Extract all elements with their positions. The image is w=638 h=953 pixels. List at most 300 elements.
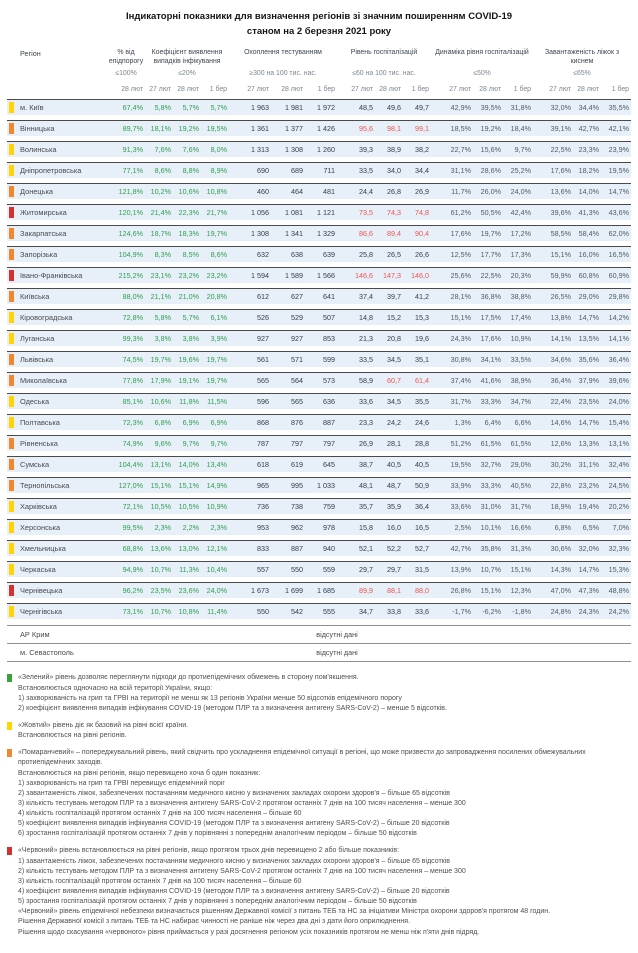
testing-coverage-value: 641 [323,292,335,302]
testing-coverage-value: 1 121 [317,208,335,218]
hospitalization-dynamics-value: 41,6% [480,376,501,386]
oxygen-beds-value: 19,5% [608,166,629,176]
oxygen-beds-value: 43,6% [608,208,629,218]
epi-threshold-value: 74,5% [122,355,143,365]
hospitalization-level-value: 99,1 [415,124,429,134]
region-name: Кіровоградська [20,313,73,323]
hospitalization-level-value: 31,5 [415,565,429,575]
oxygen-beds-value: 14,1% [550,334,571,344]
oxygen-beds-value: 30,2% [550,460,571,470]
hospitalization-level-value: 26,8 [387,187,401,197]
region-cell [7,499,107,514]
testing-coverage-value: 927 [257,334,269,344]
hospitalization-level-value: 25,8 [359,250,373,260]
hospitalization-dynamics-value: 25,6% [450,271,471,281]
hospitalization-dynamics-value: 28,6% [480,166,501,176]
hospitalization-level-value: 33,6 [359,397,373,407]
hospitalization-dynamics-value: 31,7% [450,397,471,407]
hospitalization-level-value: 33,5 [359,166,373,176]
region-cell [7,457,107,472]
hospitalization-level-value: 88,1 [387,586,401,596]
oxygen-beds-value: 14,7% [578,313,599,323]
region-row [7,477,631,493]
date-header: 1 бер [611,86,629,94]
column-group-detection-rate: Коефіцієнт виявлення випадків інфікування [151,49,223,66]
region-name: Луганська [20,334,55,344]
detection-rate-value: 19,5% [206,124,227,134]
detection-rate-value: 21,4% [150,208,171,218]
column-group-epi-threshold: % від епідпорогу [108,49,144,66]
hospitalization-dynamics-value: 19,2% [480,124,501,134]
hospitalization-dynamics-value: 38,8% [510,292,531,302]
legend-text-line: «Помаранчевий» – попереджувальний рівень, який свідчить про ускладнення епідемічної ситуації в регіоні, що може призвести до запровадження посилених обмежувальних протиепідемічних заходів. [18,749,586,767]
detection-rate-value: 20,8% [206,292,227,302]
detection-rate-value: 6,9% [182,418,199,428]
hospitalization-dynamics-value: 18,5% [450,124,471,134]
detection-rate-value: 14,9% [206,481,227,491]
hospitalization-level-value: 21,3 [359,334,373,344]
oxygen-beds-value: 14,0% [578,187,599,197]
region-name: Житомирська [20,208,67,218]
detection-rate-value: 7,6% [154,145,171,155]
yellow-level-indicator [9,312,14,323]
testing-coverage-value: 690 [257,166,269,176]
testing-coverage-value: 995 [291,481,303,491]
oxygen-beds-value: 19,4% [578,502,599,512]
epi-threshold-value: 94,9% [122,565,143,575]
testing-coverage-value: 618 [257,460,269,470]
region-name: Черкаська [20,565,56,575]
orange-level-indicator [9,438,14,449]
hospitalization-level-value: 23,3 [359,418,373,428]
hospitalization-dynamics-value: 31,1% [450,166,471,176]
date-header: 27 лют [549,86,571,94]
testing-coverage-value: 940 [323,544,335,554]
hospitalization-dynamics-value: 31,0% [480,502,501,512]
region-name: Закарпатська [20,229,67,239]
legend [7,673,631,937]
detection-rate-value: 23,6% [178,586,199,596]
testing-coverage-value: 573 [323,376,335,386]
hospitalization-dynamics-value: 17,6% [480,334,501,344]
detection-rate-value: 21,0% [178,292,199,302]
testing-coverage-value: 481 [323,187,335,197]
green-level-square-icon [7,674,12,682]
hospitalization-level-value: 35,7 [359,502,373,512]
column-group-testing-coverage: Охоплення тестуванням [244,49,322,57]
oxygen-beds-value: 24,0% [608,397,629,407]
region-row [7,603,631,619]
testing-coverage-value: 736 [257,502,269,512]
region-name: Чернігівська [20,607,63,617]
epi-threshold-value: 215,2% [118,271,143,281]
oxygen-beds-value: 60,8% [578,271,599,281]
detection-rate-value: 2,3% [210,523,227,533]
testing-coverage-value: 564 [291,376,303,386]
hospitalization-level-value: 52,2 [387,544,401,554]
hospitalization-level-value: 89,4 [387,229,401,239]
hospitalization-level-value: 38,7 [359,460,373,470]
oxygen-beds-value: 17,6% [550,166,571,176]
detection-rate-value: 3,9% [210,334,227,344]
oxygen-beds-value: 60,9% [608,271,629,281]
oxygen-beds-value: 18,2% [578,166,599,176]
hospitalization-dynamics-value: 17,6% [450,229,471,239]
hospitalization-dynamics-value: 6,4% [484,418,501,428]
region-cell [7,583,107,598]
hospitalization-level-value: 146,6 [355,271,373,281]
oxygen-beds-value: 24,3% [578,607,599,617]
legend-block-orange [7,748,631,839]
no-data-row [7,625,631,643]
hospitalization-level-value: 48,1 [359,481,373,491]
detection-rate-value: 10,4% [206,565,227,575]
detection-rate-value: 5,7% [182,103,199,113]
oxygen-beds-value: 32,3% [608,544,629,554]
legend-text-line: 4) коефіцієнт виявлення випадків інфікування COVID-19 (методом ПЛР та з визначення антигену SARS-CoV-2) – більше 20 відсотків [18,888,450,896]
region-name: Волинська [20,145,57,155]
hospitalization-level-value: 28,1 [387,439,401,449]
testing-coverage-value: 738 [291,502,303,512]
legend-text-line: «Зелений» рівень дозволяє переглянути підходи до протиепідемічних обмежень в сторону пом'якшення. [18,674,359,682]
oxygen-beds-value: 48,8% [608,586,629,596]
hospitalization-dynamics-value: 33,9% [450,481,471,491]
hospitalization-level-value: 14,8 [359,313,373,323]
hospitalization-dynamics-value: 15,1% [450,313,471,323]
testing-coverage-value: 561 [257,355,269,365]
hospitalization-dynamics-value: 33,6% [450,502,471,512]
no-data-row [7,643,631,661]
table-body [7,99,631,619]
hospitalization-level-value: 58,9 [359,376,373,386]
testing-coverage-value: 460 [257,187,269,197]
hospitalization-dynamics-value: 17,5% [480,313,501,323]
hospitalization-dynamics-value: 39,5% [480,103,501,113]
testing-coverage-value: 853 [323,334,335,344]
region-name: Вінницька [20,124,55,134]
detection-rate-value: 24,0% [206,586,227,596]
region-row [7,456,631,472]
page-title-line1: Індикаторні показники для визначення регіонів зі значним поширенням COVID-19 [125,11,513,22]
region-row [7,414,631,430]
detection-rate-value: 7,6% [182,145,199,155]
region-row [7,519,631,535]
testing-coverage-value: 962 [291,523,303,533]
date-header: 1 бер [411,86,429,94]
hospitalization-dynamics-value: 31,7% [510,502,531,512]
hospitalization-level-value: 39,3 [359,145,373,155]
epi-threshold-value: 127,0% [118,481,143,491]
hospitalization-dynamics-value: 12,5% [450,250,471,260]
testing-coverage-value: 1 313 [251,145,269,155]
testing-coverage-value: 526 [257,313,269,323]
epi-threshold-value: 99,5% [122,523,143,533]
oxygen-beds-value: 47,0% [550,586,571,596]
region-row [7,288,631,304]
hospitalization-dynamics-value: 61,2% [450,208,471,218]
hospitalization-dynamics-value: 31,8% [510,103,531,113]
page-title [7,10,631,39]
testing-coverage-value: 1 566 [317,271,335,281]
testing-coverage-value: 550 [257,607,269,617]
oxygen-beds-value: 32,0% [578,544,599,554]
hospitalization-dynamics-value: 30,8% [450,355,471,365]
hospitalization-level-value: 36,4 [415,502,429,512]
legend-text-line: Рішення Державної комісії з питань ТЕБ та НС набирає чинності не раніше ніж через два дні з дати його оприлюднення. [18,918,411,926]
detection-rate-value: 3,8% [154,334,171,344]
oxygen-beds-value: 42,7% [578,124,599,134]
hospitalization-level-value: 26,5 [387,250,401,260]
testing-coverage-value: 1 963 [251,103,269,113]
oxygen-beds-value: 16,0% [578,250,599,260]
oxygen-beds-value: 58,4% [578,229,599,239]
testing-coverage-value: 1 685 [317,586,335,596]
oxygen-beds-value: 13,6% [550,187,571,197]
legend-text-line: 2) завантаженість ліжок, забезпечених постачанням медичного кисню у визначених закладах охорони здоров'я – більше 65 відсотків [18,789,451,797]
date-header: 28 лют [379,86,401,94]
epi-threshold-value: 124,6% [118,229,143,239]
hospitalization-dynamics-value: 2,5% [454,523,471,533]
legend-text-line: «Жовтий» рівень діє як базовий на рівні всієї країни. [18,721,189,729]
epi-threshold-value: 104,4% [118,460,143,470]
hospitalization-dynamics-value: 24,0% [510,187,531,197]
oxygen-beds-value: 6,5% [582,523,599,533]
detection-rate-value: 19,1% [178,376,199,386]
yellow-level-indicator [9,102,14,113]
detection-rate-value: 3,8% [182,334,199,344]
hospitalization-dynamics-value: 17,3% [510,250,531,260]
region-cell [7,415,107,430]
oxygen-beds-value: 6,8% [554,523,571,533]
page-title-line2: станом на 2 березня 2021 року [246,25,392,37]
region-name: Рівненська [20,439,58,449]
epi-threshold-value: 121,8% [118,187,143,197]
hospitalization-level-value: 29,7 [387,565,401,575]
detection-rate-value: 2,2% [182,523,199,533]
region-name: Полтавська [20,418,60,428]
yellow-level-indicator [9,333,14,344]
detection-rate-value: 8,0% [210,145,227,155]
epi-threshold-value: 72,3% [122,418,143,428]
oxygen-beds-value: 29,8% [608,292,629,302]
hospitalization-dynamics-value: 42,4% [510,208,531,218]
date-header: 28 лют [121,86,143,94]
testing-coverage-value: 759 [323,502,335,512]
hospitalization-level-value: 98,1 [387,124,401,134]
threshold-testing-coverage: ≥300 на 100 тис. нас. [249,70,317,78]
testing-coverage-value: 1 972 [317,103,335,113]
legend-text-line: 1) завантаженість ліжок, забезпечених постачанням медичного кисню у визначених закладах охорони здоров'я – більше 65 відсотків [18,857,451,865]
hospitalization-level-value: 33,5 [359,355,373,365]
yellow-level-indicator [9,522,14,533]
region-row [7,162,631,178]
legend-text-line: Встановлюється на рівні регіонів. [18,732,127,740]
region-name: Харківська [20,502,57,512]
hospitalization-dynamics-value: 10,1% [480,523,501,533]
testing-coverage-value: 887 [291,544,303,554]
orange-level-indicator [9,459,14,470]
testing-coverage-value: 550 [291,565,303,575]
testing-coverage-value: 978 [323,523,335,533]
epi-threshold-value: 99,3% [122,334,143,344]
oxygen-beds-value: 30,6% [550,544,571,554]
legend-text-line: 4) кількість госпіталізацій протягом останніх 7 днів на 100 тисяч населення – більше 60 [18,810,302,818]
hospitalization-dynamics-value: 42,9% [450,103,471,113]
hospitalization-dynamics-value: 9,7% [514,145,531,155]
detection-rate-value: 15,1% [178,481,199,491]
hospitalization-dynamics-value: 15,1% [510,565,531,575]
oxygen-beds-value: 14,7% [578,418,599,428]
hospitalization-level-value: 95,6 [359,124,373,134]
date-header: 28 лют [177,86,199,94]
testing-coverage-value: 797 [291,439,303,449]
oxygen-beds-value: 15,3% [608,565,629,575]
hospitalization-dynamics-value: 12,3% [510,586,531,596]
oxygen-beds-value: 23,9% [608,145,629,155]
testing-coverage-value: 868 [257,418,269,428]
region-cell [7,373,107,388]
hospitalization-level-value: 20,8 [387,334,401,344]
oxygen-beds-value: 58,5% [550,229,571,239]
region-cell [7,541,107,556]
hospitalization-level-value: 26,6 [415,250,429,260]
hospitalization-level-value: 38,2 [415,145,429,155]
detection-rate-value: 19,7% [150,355,171,365]
testing-coverage-value: 599 [323,355,335,365]
hospitalization-level-value: 48,5 [359,103,373,113]
epi-threshold-value: 104,9% [118,250,143,260]
hospitalization-dynamics-value: 36,8% [480,292,501,302]
epi-threshold-value: 72,8% [122,313,143,323]
column-group-hospitalization-level: Рівень госпіталізацій [350,49,418,57]
hospitalization-level-value: 39,7 [387,292,401,302]
region-name: Сумська [20,460,50,470]
epi-threshold-value: 120,1% [118,208,143,218]
testing-coverage-value: 571 [291,355,303,365]
region-cell [7,436,107,451]
hospitalization-dynamics-value: 61,5% [480,439,501,449]
testing-coverage-value: 965 [257,481,269,491]
column-group-hospitalization-dynamics: Динаміка рівня госпіталізацій [435,49,529,57]
detection-rate-value: 6,1% [210,313,227,323]
oxygen-beds-value: 32,0% [550,103,571,113]
detection-rate-value: 18,3% [178,229,199,239]
region-row [7,99,631,115]
testing-coverage-value: 876 [291,418,303,428]
detection-rate-value: 5,7% [210,103,227,113]
hospitalization-dynamics-value: -1,7% [452,607,471,617]
region-cell [7,268,107,283]
region-row [7,330,631,346]
region-cell [7,247,107,262]
yellow-level-indicator [9,501,14,512]
testing-coverage-value: 632 [257,250,269,260]
oxygen-beds-value: 13,1% [608,439,629,449]
hospitalization-level-value: 40,5 [387,460,401,470]
hospitalization-dynamics-value: 19,5% [450,460,471,470]
no-data-section [7,625,631,662]
hospitalization-dynamics-value: 11,7% [451,187,471,197]
date-header-row [7,86,631,93]
region-row [7,372,631,388]
hospitalization-level-value: 52,1 [359,544,373,554]
detection-rate-value: 23,2% [206,271,227,281]
legend-text-line: 2) коефіцієнт виявлення випадків інфікування COVID-19 (методом ПЛР та з визначення антигену SARS-CoV-2) – менше 5 відсотків. [18,704,447,712]
hospitalization-level-value: 35,5 [415,397,429,407]
testing-coverage-value: 565 [257,376,269,386]
detection-rate-value: 11,3% [179,565,199,575]
detection-rate-value: 5,8% [154,313,171,323]
legend-text-line: 3) кількість госпіталізацій протягом останніх 7 днів на 100 тисяч населення – більше 60 [18,877,302,885]
region-cell [7,352,107,367]
hospitalization-dynamics-value: 37,4% [450,376,471,386]
hospitalization-level-value: 33,8 [387,607,401,617]
hospitalization-dynamics-value: 25,2% [510,166,531,176]
detection-rate-value: 19,7% [206,229,227,239]
hospitalization-level-value: 26,9 [415,187,429,197]
testing-coverage-value: 887 [323,418,335,428]
hospitalization-dynamics-value: 10,9% [510,334,531,344]
hospitalization-level-value: 34,5 [387,397,401,407]
date-header: 27 лют [351,86,373,94]
oxygen-beds-value: 35,5% [608,103,629,113]
epi-threshold-value: 89,7% [122,124,143,134]
testing-coverage-value: 1 308 [251,229,269,239]
hospitalization-level-value: 48,7 [387,481,401,491]
epi-threshold-value: 88,0% [122,292,143,302]
detection-rate-value: 10,7% [150,607,171,617]
region-name: Хмельницька [20,544,66,554]
legend-block-yellow [7,721,631,741]
hospitalization-level-value: 52,7 [415,544,429,554]
oxygen-beds-value: 35,6% [578,355,599,365]
hospitalization-dynamics-value: 29,0% [510,460,531,470]
detection-rate-value: 21,7% [206,208,227,218]
testing-coverage-value: 1 329 [317,229,335,239]
oxygen-beds-value: 39,6% [608,376,629,386]
region-name: Чернівецька [20,586,63,596]
testing-coverage-value: 555 [323,607,335,617]
testing-coverage-value: 565 [291,397,303,407]
red-level-square-icon [7,847,12,855]
hospitalization-dynamics-value: 17,7% [480,250,501,260]
hospitalization-dynamics-value: 33,3% [480,481,501,491]
hospitalization-level-value: 49,7 [415,103,429,113]
testing-coverage-value: 1 081 [285,208,303,218]
detection-rate-value: 8,5% [182,250,199,260]
detection-rate-value: 6,8% [154,418,171,428]
hospitalization-level-value: 24,2 [387,418,401,428]
detection-rate-value: 10,7% [150,565,171,575]
threshold-hospitalization-dynamics: ≤50% [473,70,491,78]
detection-rate-value: 8,8% [182,166,199,176]
hospitalization-dynamics-value: 35,8% [480,544,501,554]
region-name: Івано-Франківська [20,271,83,281]
region-row [7,246,631,262]
hospitalization-dynamics-value: 26,0% [480,187,501,197]
legend-text-line: Рішення щодо скасування «червоного» рівня приймається у разі досягнення регіоном усіх показників протягом не менш ніж п'яти днів підряд. [18,928,480,936]
region-row [7,582,631,598]
region-row [7,267,631,283]
legend-text-line: 5) коефіцієнт виявлення випадків інфікування COVID-19 (методом ПЛР та з визначення антигену SARS-CoV-2) – більше 20 відсотків [18,820,450,828]
oxygen-beds-value: 12,6% [550,439,571,449]
testing-coverage-value: 1 341 [285,229,303,239]
testing-coverage-value: 627 [291,292,303,302]
epi-threshold-value: 91,3% [122,145,143,155]
yellow-level-indicator [9,144,14,155]
testing-coverage-value: 1 260 [317,145,335,155]
testing-coverage-value: 1 361 [251,124,269,134]
